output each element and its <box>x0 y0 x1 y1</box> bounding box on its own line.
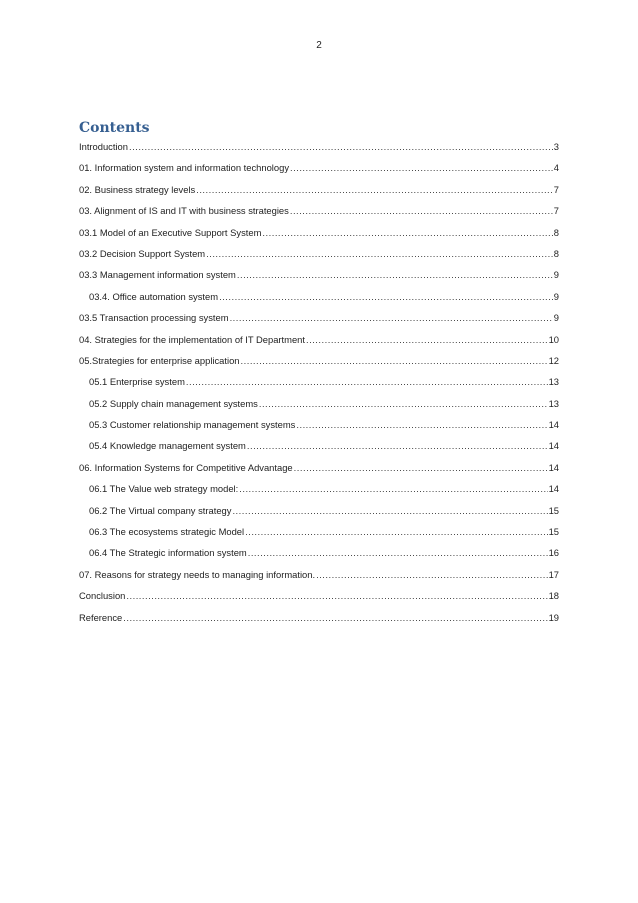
toc-entry-title: 05.2 Supply chain management systems <box>89 397 258 409</box>
toc-entry-page-number: 17 <box>548 568 559 580</box>
toc-entry[interactable] <box>79 162 559 183</box>
toc-entry[interactable] <box>79 248 559 269</box>
toc-entry[interactable] <box>79 141 559 162</box>
toc-dot-leader <box>296 419 547 431</box>
toc-dot-leader <box>245 526 547 538</box>
toc-dot-leader <box>259 398 548 410</box>
toc-dot-leader <box>262 227 552 239</box>
toc-entry-title: Reference <box>79 611 123 623</box>
toc-entry-page-number: 7 <box>553 205 559 217</box>
toc-dot-leader <box>241 355 548 367</box>
toc-entry-title: 03. Alignment of IS and IT with business strategies <box>79 205 289 217</box>
toc-entry-page-number: 8 <box>553 226 559 238</box>
toc-entry-page-number: 7 <box>553 183 559 195</box>
toc-entry-page-number: 16 <box>548 547 559 559</box>
toc-entry-page-number: 10 <box>548 333 559 345</box>
toc-entry[interactable] <box>79 483 559 504</box>
toc-entry-title: 06.3 The ecosystems strategic Model <box>89 526 245 538</box>
toc-dot-leader <box>186 376 548 388</box>
toc-dot-leader <box>247 440 548 452</box>
toc-entry-title: 06.4 The Strategic information system <box>89 547 247 559</box>
toc-entry-page-number: 9 <box>553 290 559 302</box>
toc-entry-page-number: 3 <box>553 141 559 152</box>
toc-entry-page-number: 14 <box>548 461 559 473</box>
toc-entry-page-number: 12 <box>548 354 559 366</box>
toc-dot-leader <box>294 462 548 474</box>
toc-entry-title: 03.2 Decision Support System <box>79 247 206 259</box>
toc-entry-page-number: 15 <box>548 526 559 538</box>
toc-entry-title: 05.3 Customer relationship management systems <box>89 419 296 431</box>
toc-entry-page-number: 15 <box>548 504 559 516</box>
toc-dot-leader <box>290 205 553 217</box>
toc-entry[interactable] <box>79 291 559 312</box>
toc-dot-leader <box>239 483 547 495</box>
toc-entry-page-number: 9 <box>553 269 559 281</box>
toc-entry-page-number: 14 <box>548 419 559 431</box>
toc-entry-page-number: 13 <box>548 397 559 409</box>
toc-entry[interactable] <box>79 590 559 611</box>
toc-entry-title: Introduction <box>79 141 128 152</box>
toc-entry[interactable] <box>79 269 559 290</box>
toc-entry[interactable] <box>79 334 559 355</box>
toc-entry[interactable] <box>79 526 559 547</box>
toc-dot-leader <box>196 184 553 196</box>
toc-entry-title: 04. Strategies for the implementation of IT Department <box>79 333 305 345</box>
toc-entry-title: 06. Information Systems for Competitive Advantage <box>79 461 293 473</box>
toc-entry-title: 06.2 The Virtual company strategy <box>89 504 232 516</box>
toc-dot-leader <box>306 334 548 346</box>
toc-entry[interactable] <box>79 462 559 483</box>
toc-entry-title: Conclusion <box>79 590 126 602</box>
toc-entry-page-number: 13 <box>548 376 559 388</box>
toc-entry-title: 06.1 The Value web strategy model: <box>89 483 239 495</box>
toc-entry-title: 05.1 Enterprise system <box>89 376 185 388</box>
toc-dot-leader <box>206 248 553 260</box>
toc-entry[interactable] <box>79 398 559 419</box>
toc-entry-page-number: 18 <box>548 590 559 602</box>
toc-entry[interactable] <box>79 419 559 440</box>
toc-entry[interactable] <box>79 505 559 526</box>
toc-entry[interactable] <box>79 376 559 397</box>
toc-entry[interactable] <box>79 227 559 248</box>
toc-entry[interactable] <box>79 312 559 333</box>
toc-entry-title: 01. Information system and information technology <box>79 162 290 174</box>
toc-entry-page-number: 19 <box>548 611 559 623</box>
toc-dot-leader <box>248 547 548 559</box>
toc-dot-leader <box>316 569 547 581</box>
toc-entry-title: 03.1 Model of an Executive Support System <box>79 226 262 238</box>
toc-entry-title: 05.Strategies for enterprise application <box>79 354 240 366</box>
toc-entry-title: 07. Reasons for strategy needs to managing information. <box>79 568 316 580</box>
toc-dot-leader <box>232 505 547 517</box>
toc-entry-page-number: 14 <box>548 483 559 495</box>
toc-entry-title: 05.4 Knowledge management system <box>89 440 246 452</box>
toc-entry[interactable] <box>79 547 559 568</box>
page-number: 2 <box>316 40 322 51</box>
toc-entry[interactable] <box>79 440 559 461</box>
toc-entry-page-number: 8 <box>553 247 559 259</box>
toc-dot-leader <box>129 141 553 153</box>
toc-entry-page-number: 14 <box>548 440 559 452</box>
toc-dot-leader <box>219 291 553 303</box>
toc-heading: Contents <box>79 120 150 136</box>
toc-entry-title: 02. Business strategy levels <box>79 183 196 195</box>
toc-entry-page-number: 4 <box>553 162 559 174</box>
toc-entry-title: 03.5 Transaction processing system <box>79 312 229 324</box>
toc-entry[interactable] <box>79 355 559 376</box>
toc-entry-title: 03.4. Office automation system <box>89 290 219 302</box>
toc-entry-page-number: 9 <box>553 312 559 324</box>
toc-entry[interactable] <box>79 569 559 590</box>
toc-entry[interactable] <box>79 184 559 205</box>
toc-dot-leader <box>237 269 553 281</box>
toc-dot-leader <box>123 612 547 624</box>
toc-entry-title: 03.3 Management information system <box>79 269 236 281</box>
toc-entry[interactable] <box>79 612 559 633</box>
toc-dot-leader <box>126 590 547 602</box>
table-of-contents <box>79 141 559 633</box>
toc-dot-leader <box>230 312 553 324</box>
toc-dot-leader <box>290 162 553 174</box>
toc-entry[interactable] <box>79 205 559 226</box>
